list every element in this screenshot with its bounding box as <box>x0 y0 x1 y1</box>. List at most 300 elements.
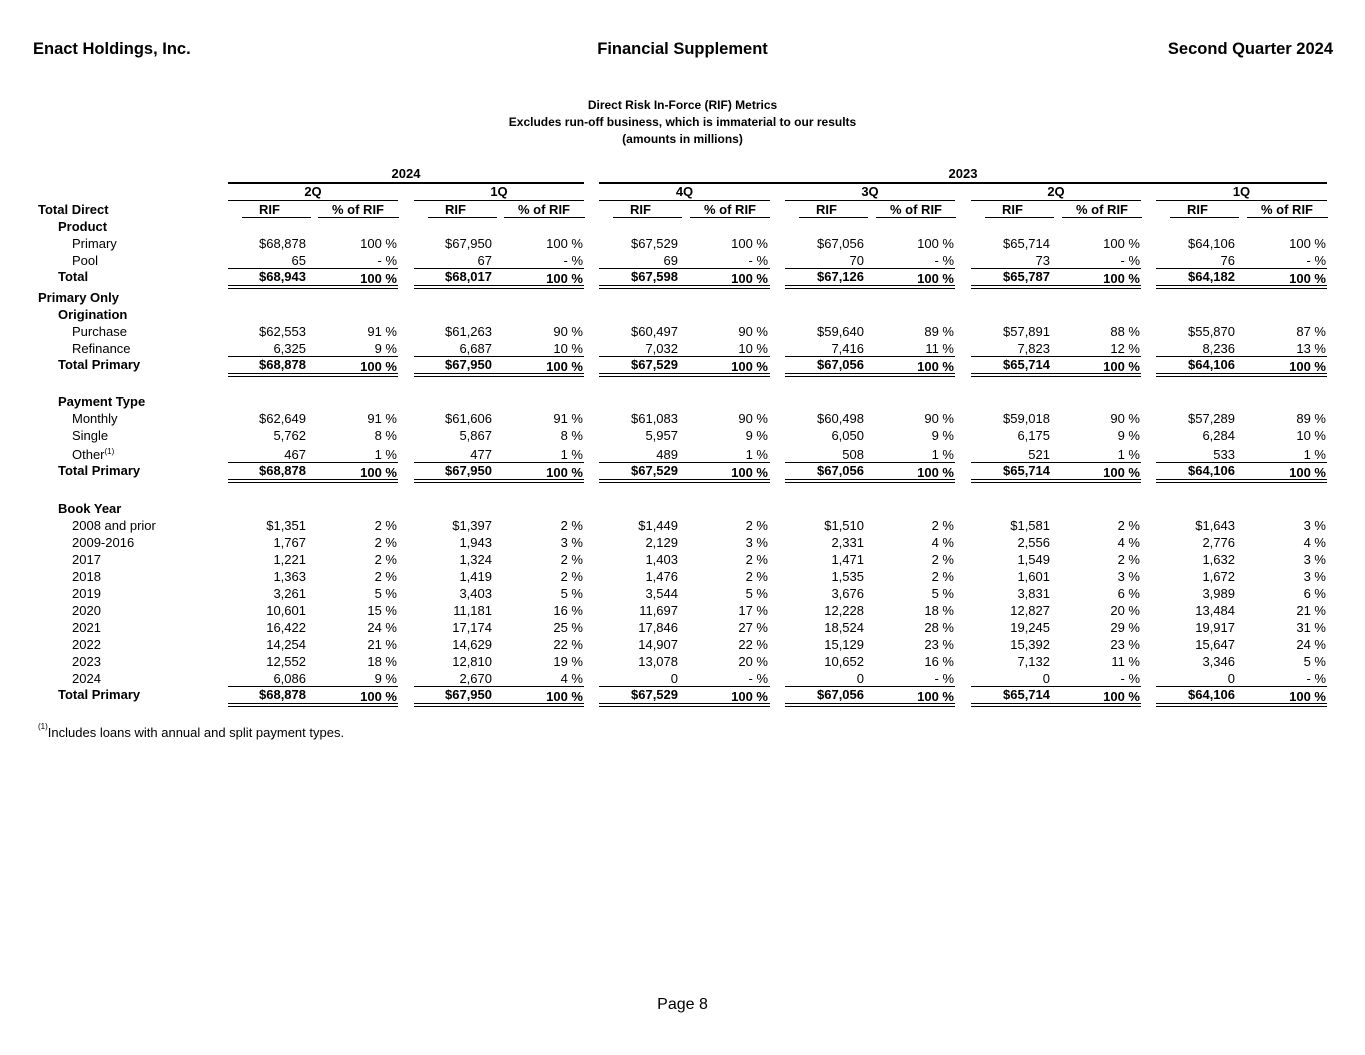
pct-value: 27 % <box>738 620 768 635</box>
pct-value: - % <box>563 253 583 268</box>
row-label <box>72 619 101 636</box>
pct-value: 16 % <box>924 654 954 669</box>
rif-value: 6,086 <box>273 671 306 686</box>
total-double-rule <box>414 703 584 707</box>
rif-value: $67,950 <box>445 463 492 478</box>
pct-col-header: % of RIF <box>704 202 756 217</box>
pct-value: - % <box>1120 671 1140 686</box>
pct-value: 100 % <box>360 359 397 374</box>
rif-value: $65,714 <box>1003 357 1050 372</box>
pct-value: 3 % <box>1117 569 1140 584</box>
quarter-header: 1Q <box>1232 184 1251 199</box>
pct-value: 100 % <box>546 271 583 286</box>
rif-value: $64,182 <box>1188 269 1235 284</box>
pct-col-header: % of RIF <box>890 202 942 217</box>
total-double-rule <box>414 373 584 377</box>
year-header: 2023 <box>948 166 978 181</box>
pct-value: 100 % <box>1103 689 1140 704</box>
pct-value: 24 % <box>1296 637 1326 652</box>
total-double-rule <box>1156 373 1327 377</box>
pct-value: 2 % <box>931 569 954 584</box>
pct-value: 3 % <box>1303 552 1326 567</box>
pct-value: 2 % <box>931 552 954 567</box>
rif-value: 70 <box>849 253 864 268</box>
pct-value: 100 % <box>546 465 583 480</box>
rif-value: 7,032 <box>645 341 678 356</box>
rif-value: 10,652 <box>824 654 864 669</box>
rif-value: 2,776 <box>1202 535 1235 550</box>
rif-value: $64,106 <box>1188 463 1235 478</box>
rif-value: 1,767 <box>273 535 306 550</box>
pct-value: 1 % <box>745 447 768 462</box>
pct-value: 100 % <box>1289 271 1326 286</box>
pct-value: 2 % <box>374 518 397 533</box>
total-double-rule <box>785 479 955 483</box>
pct-value: 28 % <box>924 620 954 635</box>
pct-value: 1 % <box>374 447 397 462</box>
pct-value: 90 % <box>553 324 583 339</box>
pct-value: 100 % <box>917 359 954 374</box>
rif-value: 6,687 <box>459 341 492 356</box>
rif-value: 19,245 <box>1010 620 1050 635</box>
rif-value: $57,289 <box>1188 411 1235 426</box>
pct-value: 90 % <box>924 411 954 426</box>
rif-value: $67,056 <box>817 687 864 702</box>
pct-value: - % <box>1306 253 1326 268</box>
rif-value: 3,989 <box>1202 586 1235 601</box>
col-header-rule <box>985 217 1054 218</box>
pct-value: 3 % <box>745 535 768 550</box>
pct-value: 2 % <box>374 569 397 584</box>
pct-value: 21 % <box>1296 603 1326 618</box>
pct-value: 91 % <box>367 324 397 339</box>
pct-value: 1 % <box>931 447 954 462</box>
rif-value: 1,363 <box>273 569 306 584</box>
rif-value: $67,126 <box>817 269 864 284</box>
rif-value: $65,714 <box>1003 463 1050 478</box>
rif-value: 6,175 <box>1017 428 1050 443</box>
col-header-rule <box>1247 217 1328 218</box>
rif-value: $64,106 <box>1188 357 1235 372</box>
row-label <box>72 534 134 551</box>
section-label <box>58 218 107 235</box>
rif-value: $1,351 <box>266 518 306 533</box>
rif-value: 3,831 <box>1017 586 1050 601</box>
page-number: Page 8 <box>657 996 708 1013</box>
rif-value: $1,643 <box>1195 518 1235 533</box>
rif-value: 1,535 <box>831 569 864 584</box>
rif-value: 6,050 <box>831 428 864 443</box>
row-label <box>72 235 117 252</box>
rif-col-header: RIF <box>445 202 466 217</box>
row-label <box>72 551 101 568</box>
pct-value: 20 % <box>738 654 768 669</box>
total-double-rule <box>414 285 584 289</box>
pct-col-header: % of RIF <box>518 202 570 217</box>
pct-value: 100 % <box>1289 689 1326 704</box>
pct-value: 5 % <box>374 586 397 601</box>
row-label-text: Primary Only <box>38 290 119 305</box>
col-header-rule <box>613 217 682 218</box>
row-label <box>72 323 127 340</box>
total-double-rule <box>228 479 398 483</box>
total-double-rule <box>971 703 1141 707</box>
col-header-rule <box>318 217 399 218</box>
rif-value: $61,083 <box>631 411 678 426</box>
rif-value: 12,228 <box>824 603 864 618</box>
rif-value: 19,917 <box>1195 620 1235 635</box>
rif-value: 1,549 <box>1017 552 1050 567</box>
total-double-rule <box>971 285 1141 289</box>
pct-value: 100 % <box>1103 465 1140 480</box>
pct-value: 22 % <box>738 637 768 652</box>
row-label-text: Total Primary <box>58 357 141 372</box>
rif-value: 1,221 <box>273 552 306 567</box>
rif-value: 11,181 <box>453 603 492 618</box>
rif-value: $67,598 <box>631 269 678 284</box>
pct-value: 89 % <box>1296 411 1326 426</box>
row-label-text: 2021 <box>72 620 101 635</box>
pct-value: 100 % <box>546 236 583 251</box>
rif-value: 1,943 <box>459 535 492 550</box>
pct-value: - % <box>934 253 954 268</box>
rif-value: $65,714 <box>1003 236 1050 251</box>
rif-value: $64,106 <box>1188 687 1235 702</box>
pct-value: 2 % <box>374 535 397 550</box>
rif-value: 533 <box>1213 447 1235 462</box>
total-double-rule <box>228 285 398 289</box>
pct-value: 100 % <box>731 236 768 251</box>
quarter-header: 2Q <box>304 184 322 199</box>
section-label <box>58 500 121 517</box>
total-double-rule <box>785 373 955 377</box>
pct-value: - % <box>1306 671 1326 686</box>
row-label <box>72 602 101 619</box>
row-label-text: 2017 <box>72 552 101 567</box>
total-double-rule <box>1156 285 1327 289</box>
pct-value: 15 % <box>367 603 397 618</box>
pct-value: 9 % <box>1117 428 1140 443</box>
total-double-rule <box>785 285 955 289</box>
rif-value: 489 <box>656 447 678 462</box>
rif-value: 3,403 <box>459 586 492 601</box>
pct-value: 23 % <box>924 637 954 652</box>
pct-value: 5 % <box>931 586 954 601</box>
report-title: Direct Risk In-Force (RIF) Metrics <box>587 98 778 112</box>
rif-value: $62,553 <box>259 324 306 339</box>
rif-value: 73 <box>1035 253 1050 268</box>
row-label <box>72 427 108 444</box>
row-label <box>72 340 131 357</box>
rif-value: 76 <box>1220 253 1235 268</box>
rif-value: $67,529 <box>631 463 678 478</box>
footnote-text: Includes loans with annual and split payment types. <box>47 725 345 740</box>
section-label <box>58 306 127 323</box>
pct-value: 100 % <box>546 359 583 374</box>
pct-value: 8 % <box>560 428 583 443</box>
pct-value: 4 % <box>931 535 954 550</box>
rif-value: $60,498 <box>817 411 864 426</box>
pct-value: 6 % <box>1303 586 1326 601</box>
pct-value: 21 % <box>367 637 397 652</box>
pct-value: 25 % <box>553 620 583 635</box>
report-units: (amounts in millions) <box>622 132 743 146</box>
total-row-label <box>58 356 140 373</box>
rif-value: $67,056 <box>817 236 864 251</box>
pct-value: 17 % <box>738 603 768 618</box>
pct-value: 100 % <box>917 465 954 480</box>
rif-value: 3,676 <box>831 586 864 601</box>
pct-value: - % <box>377 253 397 268</box>
col-header-rule <box>1170 217 1239 218</box>
pct-value: 18 % <box>924 603 954 618</box>
pct-value: 100 % <box>917 689 954 704</box>
rif-col-header: RIF <box>1187 202 1208 217</box>
col-header-rule <box>1062 217 1142 218</box>
report-titles <box>0 97 1365 148</box>
row-label-text: Total Primary <box>58 687 141 702</box>
row-label-text: 2019 <box>72 586 101 601</box>
rif-value: $67,056 <box>817 357 864 372</box>
pct-value: 100 % <box>1289 359 1326 374</box>
pct-value: 3 % <box>1303 569 1326 584</box>
pct-value: 100 % <box>917 271 954 286</box>
pct-value: 2 % <box>560 569 583 584</box>
pct-value: 10 % <box>738 341 768 356</box>
rif-value: 1,403 <box>645 552 678 567</box>
pct-value: 11 % <box>925 341 954 356</box>
total-row-label <box>58 268 88 285</box>
rif-value: $1,581 <box>1010 518 1050 533</box>
rif-value: 8,236 <box>1202 341 1235 356</box>
pct-value: 100 % <box>1103 271 1140 286</box>
total-double-rule <box>1156 479 1327 483</box>
rif-value: $67,529 <box>631 687 678 702</box>
pct-value: 88 % <box>1110 324 1140 339</box>
rif-value: $61,263 <box>445 324 492 339</box>
total-double-rule <box>414 479 584 483</box>
rif-value: 2,556 <box>1017 535 1050 550</box>
rif-value: 11,697 <box>639 603 678 618</box>
rif-value: 6,325 <box>273 341 306 356</box>
pct-value: 90 % <box>738 411 768 426</box>
row-label <box>72 568 101 585</box>
pct-value: 11 % <box>1111 654 1140 669</box>
rif-value: 5,762 <box>273 428 306 443</box>
rif-value: 3,544 <box>645 586 678 601</box>
pct-value: 1 % <box>1117 447 1140 462</box>
pct-value: 8 % <box>374 428 397 443</box>
total-double-rule <box>599 479 770 483</box>
rif-value: $68,943 <box>259 269 306 284</box>
rif-value: 7,416 <box>831 341 864 356</box>
rif-value: 3,346 <box>1202 654 1235 669</box>
pct-value: 100 % <box>360 236 397 251</box>
rif-value: 1,471 <box>831 552 864 567</box>
row-label-text: 2023 <box>72 654 101 669</box>
pct-value: 4 % <box>560 671 583 686</box>
row-label-text: Product <box>58 219 108 234</box>
col-header-rule <box>799 217 868 218</box>
rif-value: 14,254 <box>266 637 306 652</box>
row-label <box>72 653 101 670</box>
total-row-label <box>58 462 140 479</box>
report-period: Second Quarter 2024 <box>1167 40 1333 58</box>
pct-value: 100 % <box>917 236 954 251</box>
rif-col-header: RIF <box>630 202 651 217</box>
total-double-rule <box>971 479 1141 483</box>
rif-value: 0 <box>1227 671 1235 686</box>
rif-value: $62,649 <box>259 411 306 426</box>
section-label <box>38 289 119 306</box>
total-double-rule <box>971 373 1141 377</box>
rif-value: 1,324 <box>459 552 492 567</box>
row-label-text: 2024 <box>72 671 101 686</box>
pct-value: 2 % <box>560 518 583 533</box>
row-label-text: Payment Type <box>58 394 146 409</box>
row-label <box>72 585 101 602</box>
total-double-rule <box>228 373 398 377</box>
footnote-mark: (1) <box>38 722 48 731</box>
rif-value: 13,484 <box>1195 603 1235 618</box>
rif-value: $59,640 <box>817 324 864 339</box>
rif-value: $1,449 <box>638 518 678 533</box>
footnote <box>38 722 345 740</box>
row-label-text: Single <box>72 428 109 443</box>
pct-value: 2 % <box>745 518 768 533</box>
pct-value: 100 % <box>731 465 768 480</box>
pct-value: 100 % <box>731 271 768 286</box>
rif-value: 13,078 <box>638 654 678 669</box>
pct-value: 6 % <box>1117 586 1140 601</box>
row-label-text: 2018 <box>72 569 101 584</box>
total-double-rule <box>599 703 770 707</box>
rif-value: $67,950 <box>445 357 492 372</box>
rif-col-header: RIF <box>816 202 837 217</box>
total-double-rule <box>1156 703 1327 707</box>
row-label-text: Purchase <box>72 324 127 339</box>
pct-value: 5 % <box>745 586 768 601</box>
rif-value: $67,950 <box>445 236 492 251</box>
rif-value: 0 <box>1042 671 1050 686</box>
rif-value: 67 <box>477 253 492 268</box>
row-label <box>72 670 101 687</box>
pct-value: 87 % <box>1296 324 1326 339</box>
pct-value: 100 % <box>1103 236 1140 251</box>
year-header: 2024 <box>391 166 421 181</box>
rif-value: 69 <box>663 253 678 268</box>
rif-value: 1,601 <box>1017 569 1050 584</box>
row-label-text: Primary <box>72 236 117 251</box>
pct-value: 9 % <box>374 671 397 686</box>
pct-value: - % <box>1120 253 1140 268</box>
section-label <box>58 393 145 410</box>
pct-value: 100 % <box>731 359 768 374</box>
pct-value: 90 % <box>738 324 768 339</box>
quarter-header: 4Q <box>675 184 694 199</box>
rif-value: 15,129 <box>824 637 864 652</box>
rif-value: 15,392 <box>1010 637 1050 652</box>
pct-value: 4 % <box>1117 535 1140 550</box>
pct-value: 12 % <box>1110 341 1140 356</box>
pct-col-header: % of RIF <box>1261 202 1313 217</box>
rif-value: 2,670 <box>459 671 492 686</box>
pct-value: 29 % <box>1110 620 1140 635</box>
total-double-rule <box>599 373 770 377</box>
pct-value: 31 % <box>1296 620 1326 635</box>
pct-value: 5 % <box>560 586 583 601</box>
rif-value: 6,284 <box>1202 428 1235 443</box>
row-label-text: Book Year <box>58 501 122 516</box>
rif-value: 5,957 <box>645 428 678 443</box>
rif-value: $68,878 <box>259 463 306 478</box>
pct-value: 100 % <box>1103 359 1140 374</box>
row-label-text: Origination <box>58 307 128 322</box>
pct-value: 91 % <box>553 411 583 426</box>
row-label <box>72 410 118 427</box>
rif-value: $68,878 <box>259 236 306 251</box>
rif-value: 12,827 <box>1010 603 1050 618</box>
pct-value: 1 % <box>560 447 583 462</box>
pct-value: 5 % <box>1303 654 1326 669</box>
col-header-rule <box>242 217 311 218</box>
document-title: Financial Supplement <box>597 40 768 58</box>
rif-value: 508 <box>842 447 864 462</box>
pct-value: 100 % <box>360 689 397 704</box>
rif-value: 477 <box>470 447 492 462</box>
pct-value: 16 % <box>553 603 583 618</box>
pct-col-header: % of RIF <box>1076 202 1128 217</box>
rif-value: 2,129 <box>645 535 678 550</box>
rif-value: $68,878 <box>259 687 306 702</box>
col-header-rule <box>690 217 770 218</box>
rif-value: 2,331 <box>831 535 864 550</box>
rif-value: $67,950 <box>445 687 492 702</box>
row-label-text: Monthly <box>72 411 118 426</box>
pct-value: 2 % <box>1117 518 1140 533</box>
rif-value: 7,132 <box>1017 654 1050 669</box>
quarter-header: 2Q <box>1047 184 1065 199</box>
rif-value: 12,552 <box>266 654 306 669</box>
pct-value: 2 % <box>745 569 768 584</box>
row-label-text: Pool <box>72 253 99 268</box>
col-header-rule <box>504 217 585 218</box>
pct-value: 89 % <box>924 324 954 339</box>
rif-value: 14,629 <box>452 637 492 652</box>
rif-value: $1,510 <box>824 518 864 533</box>
rif-value: 10,601 <box>266 603 306 618</box>
pct-value: 2 % <box>374 552 397 567</box>
pct-value: 100 % <box>1289 236 1326 251</box>
row-label-text: Total Direct <box>38 202 109 217</box>
section-label <box>38 201 109 218</box>
rif-value: 15,647 <box>1195 637 1235 652</box>
pct-col-header: % of RIF <box>332 202 384 217</box>
row-label-text: Total Primary <box>58 463 141 478</box>
rif-value: $68,017 <box>445 269 492 284</box>
rif-value: 0 <box>670 671 678 686</box>
pct-value: 2 % <box>931 518 954 533</box>
pct-value: 2 % <box>560 552 583 567</box>
pct-value: 1 % <box>1303 447 1326 462</box>
pct-value: 13 % <box>1296 341 1326 356</box>
row-label <box>72 252 98 269</box>
rif-value: 521 <box>1028 447 1050 462</box>
rif-value: 14,907 <box>638 637 678 652</box>
rif-value: $65,787 <box>1003 269 1050 284</box>
pct-value: 23 % <box>1110 637 1140 652</box>
pct-value: 90 % <box>1110 411 1140 426</box>
